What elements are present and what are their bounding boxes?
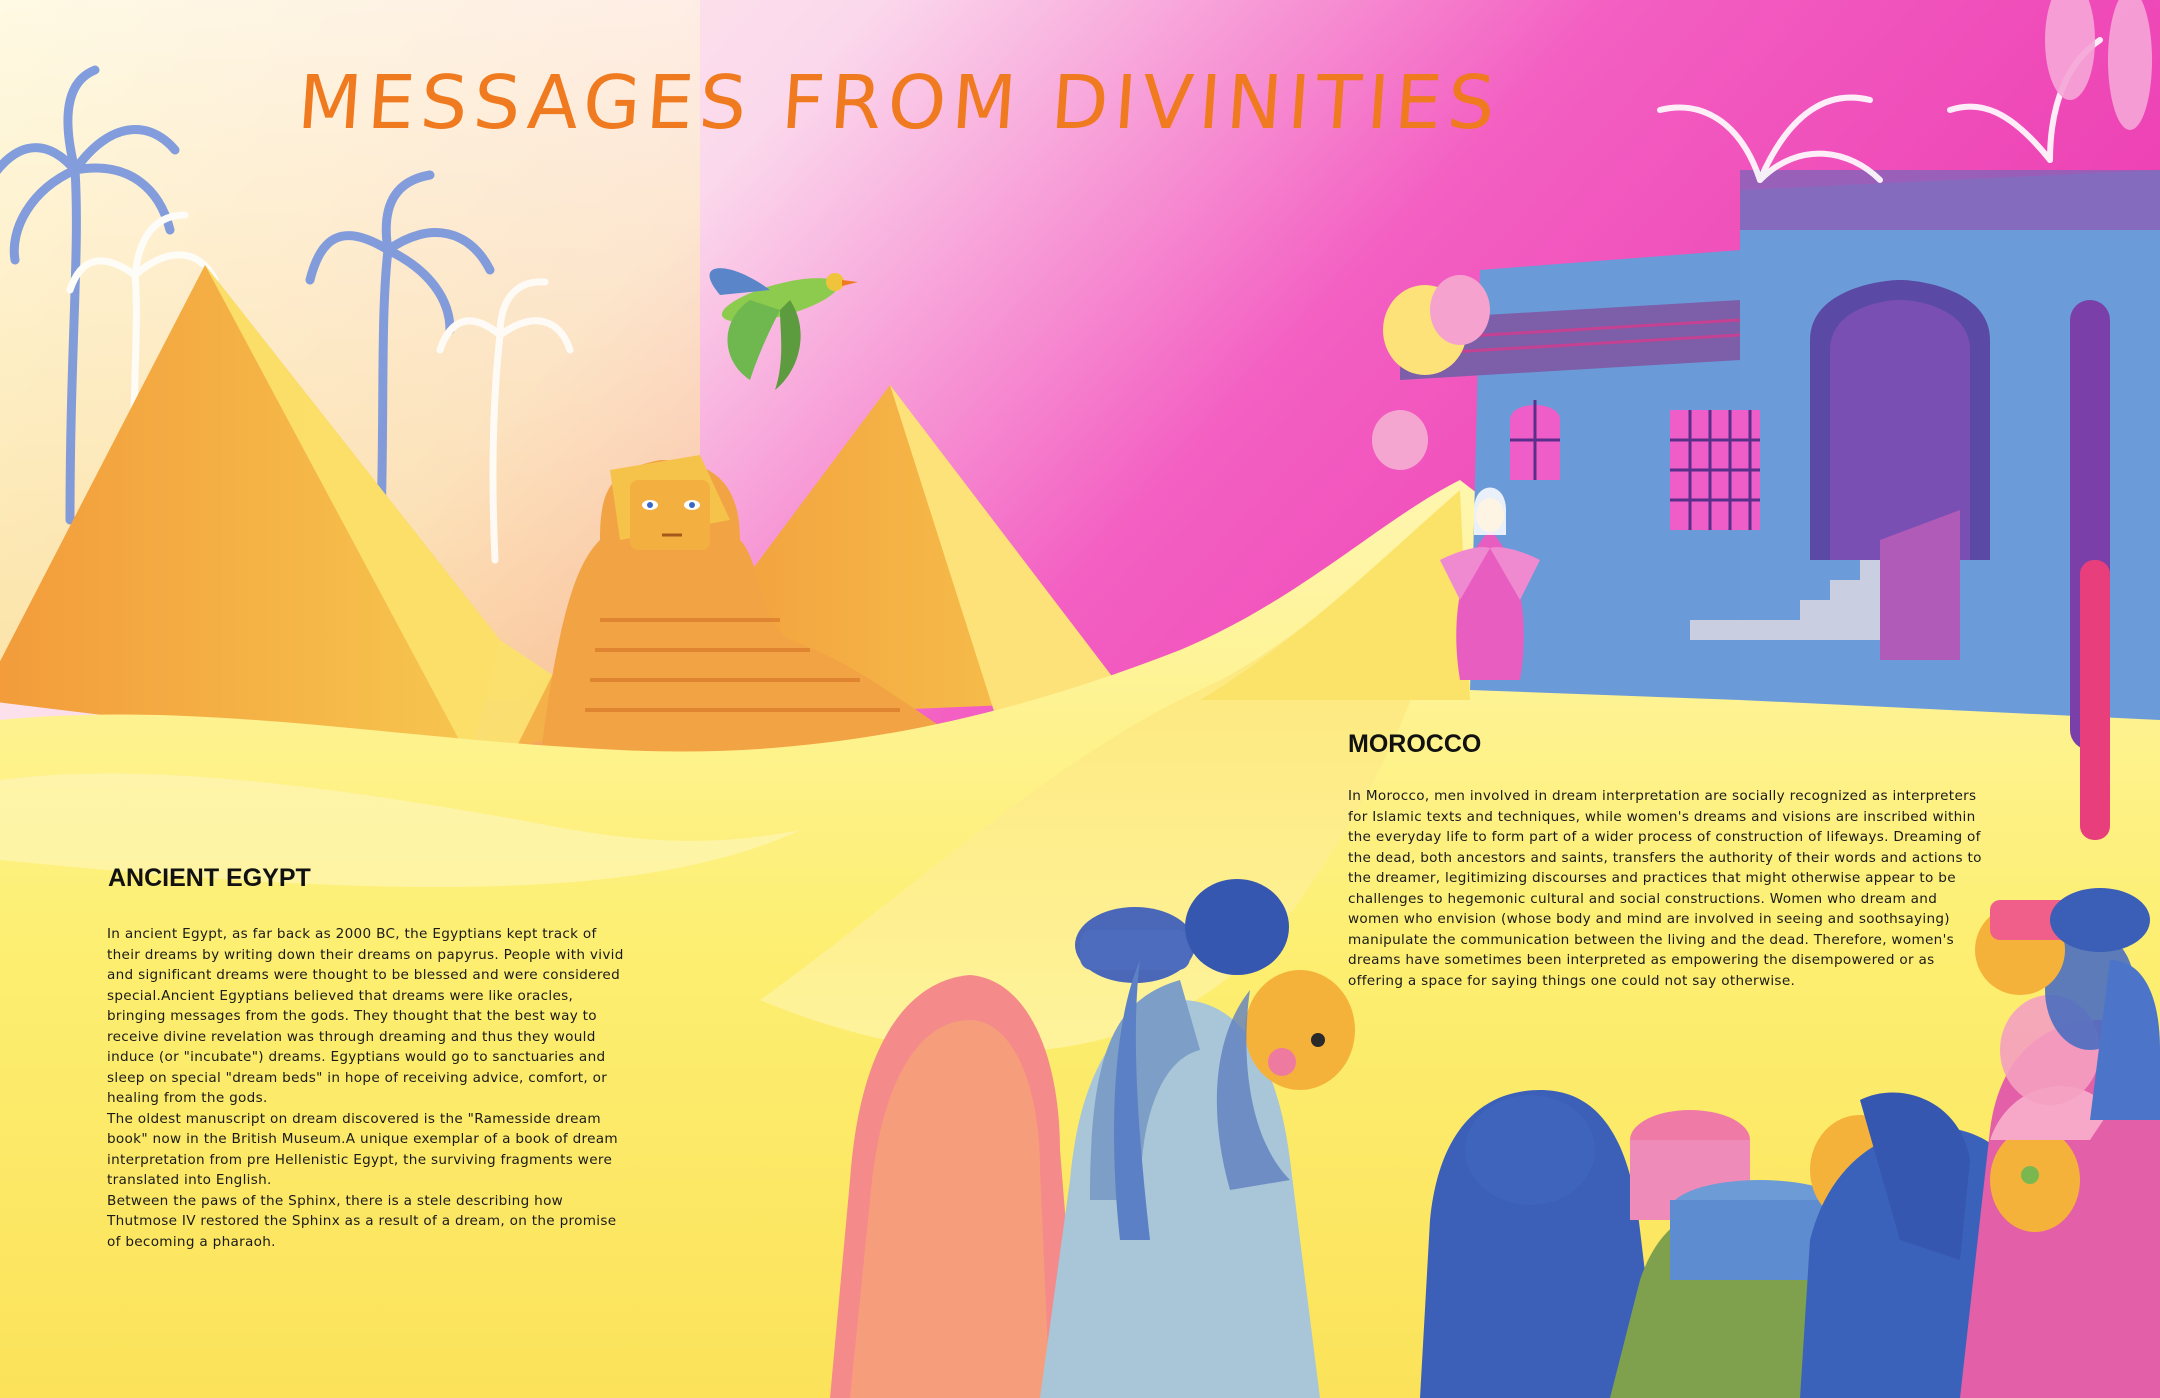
building-window xyxy=(1670,410,1760,530)
egypt-paragraph-1: In ancient Egypt, as far back as 2000 BC, the Egyptians kept track of their dreams by writing down their dreams on papyrus. People with vivid and significant dreams were thought to be blessed and were considered special.Ancient Egyptians believed that dreams were like oracles, bringing messages from the gods. They thought that the best way to receive divine revelation was through dreaming and thus they would induce (or "incubate") dreams. Egyptians would go to sanctuaries and sleep on special "dream beds" in hope of receiving advice, comfort, or healing from the gods. xyxy=(107,926,624,1106)
egypt-paragraph-2: The oldest manuscript on dream discovered is the "Ramesside dream book" now in the British Museum.A unique exemplar of a book of dream interpretation from pre Hellenistic Egypt, the surviving fragments were translated into English. xyxy=(107,1110,618,1188)
section-heading-ancient-egypt: ANCIENT EGYPT xyxy=(108,864,311,892)
morocco-body xyxy=(1348,786,1988,991)
morocco-paragraph-1: In Morocco, men involved in dream interpretation are socially recognized as interpreters for Islamic texts and techniques, while women's dreams and visions are inscribed within the everyday life to form part of a wider process of construction of lifeways. Dreaming of the dead, both ancestors and saints, transfers the authority of their words and actions to the dreamer, legitimizing discourses and practices that might otherwise appear to be challenges to hegemonic cultural and social constructions. Women who dream and women who envision (whose body and mind are involved in seeing and soothsaying) manipulate the communication between the living and the dead. Therefore, women's dreams have sometimes been interpreted as empowering the disempowered or as offering a space for saying things one could not say otherwise. xyxy=(1348,788,1982,989)
section-heading-morocco: MOROCCO xyxy=(1348,730,1482,758)
page-title: MESSAGES FROM DIVINITIES xyxy=(294,60,1504,146)
ancient-egypt-body xyxy=(107,924,632,1252)
egypt-paragraph-3: Between the paws of the Sphinx, there is a stele describing how Thutmose IV restored the Sphinx as a result of a dream, on the promise of becoming a pharaoh. xyxy=(107,1192,617,1250)
